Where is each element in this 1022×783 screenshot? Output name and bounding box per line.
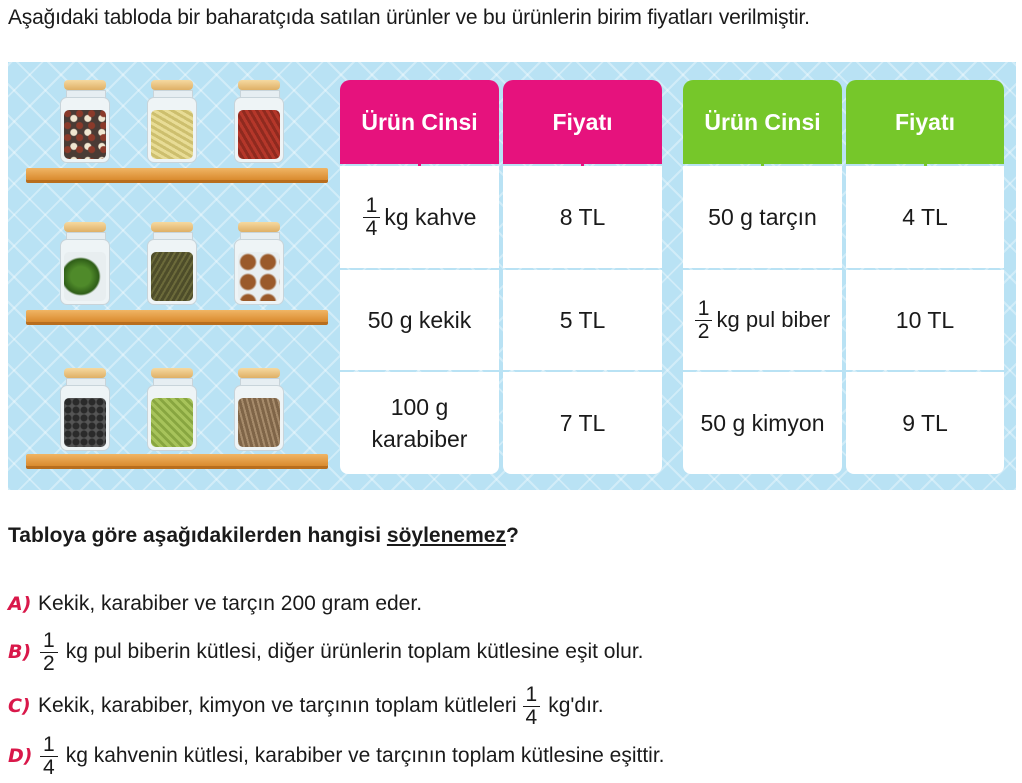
table2-header-price — [846, 80, 1004, 164]
fraction — [40, 734, 58, 779]
spice-jar-bay-leaf — [60, 222, 110, 304]
table1-row3-price: 7 TL — [503, 372, 662, 474]
shelf-middle — [26, 310, 328, 322]
spice-jar-cumin — [234, 368, 284, 450]
spice-jar-peppercorn-mix — [60, 80, 110, 162]
spice-jar-nutmeg — [234, 222, 284, 304]
table1-row1-price: 8 TL — [503, 166, 662, 268]
option-letter: D) — [8, 745, 33, 767]
fraction-denominator: 2 — [43, 651, 55, 675]
product-name: kg pul biber — [716, 307, 831, 332]
fraction-denominator: 4 — [525, 705, 538, 729]
fraction-numerator: 1 — [695, 298, 713, 321]
fraction-numerator: 1 — [40, 630, 58, 653]
table1-header-price — [503, 80, 662, 164]
spice-jar-green-herb — [147, 368, 197, 450]
option-letter: A) — [8, 593, 32, 615]
fraction — [363, 195, 381, 240]
table2-row3-product: 50 g kimyon — [683, 372, 842, 474]
option-text-after: kg'dır. — [548, 694, 604, 717]
option-text: kg pul biberin kütlesi, diğer ürünlerin toplam kütlesine eşit olur. — [65, 640, 644, 663]
table2-row3-price: 9 TL — [846, 372, 1004, 474]
question-text — [8, 524, 519, 548]
fraction-numerator: 1 — [363, 195, 381, 218]
option-letter: B) — [8, 641, 32, 663]
fraction-denominator: 2 — [697, 319, 710, 343]
shelf-bottom — [26, 454, 328, 466]
table1-header-price-label: Fiyatı — [552, 109, 613, 135]
fraction — [523, 684, 541, 729]
option-text: kg kahvenin kütlesi, karabiber ve tarçının toplam kütlesine eşittir. — [65, 744, 665, 767]
fraction-numerator: 1 — [523, 684, 541, 707]
question-prefix: Tabloya göre aşağıdakilerden hangisi — [8, 524, 387, 547]
fraction — [40, 630, 58, 675]
question-emphasis: söylenemez — [386, 524, 506, 547]
table2-row2-price: 10 TL — [846, 270, 1004, 370]
table2-row1-product: 50 g tarçın — [683, 166, 842, 268]
table2-row2-product — [683, 270, 842, 370]
table2-header-product — [683, 80, 842, 164]
fraction-denominator: 4 — [365, 216, 378, 240]
shelf-top — [26, 168, 328, 180]
table1-header-product — [340, 80, 499, 164]
question-suffix: ? — [505, 524, 519, 547]
spice-jar-black-pepper — [60, 368, 110, 450]
spice-jar-thyme — [147, 222, 197, 304]
table2-header-price-label: Fiyatı — [894, 109, 956, 135]
product-name: 100 g karabiber — [371, 394, 468, 452]
option-letter: C) — [8, 695, 31, 717]
table2-row1-price: 4 TL — [846, 166, 1004, 268]
option-a[interactable] — [8, 590, 422, 618]
option-text: Kekik, karabiber ve tarçın 200 gram eder. — [38, 592, 423, 615]
table1-header-product-label: Ürün Cinsi — [361, 109, 478, 135]
option-text: Kekik, karabiber, kimyon ve tarçının toplam kütleleri — [38, 694, 517, 717]
option-b[interactable] — [8, 628, 644, 676]
fraction — [695, 298, 713, 343]
table1-row3-product — [340, 372, 499, 474]
table1-row1-product — [340, 166, 499, 268]
fraction-denominator: 4 — [43, 755, 55, 779]
option-c[interactable] — [8, 682, 604, 730]
spice-jar-fennel — [147, 80, 197, 162]
table2-header-product-label: Ürün Cinsi — [704, 109, 821, 135]
table1-row2-price: 5 TL — [503, 270, 662, 370]
intro-text: Aşağıdaki tabloda bir baharatçıda satılan ürünler ve bu ürünlerin birim fiyatları verilmiştir. — [8, 6, 810, 29]
product-name: kg kahve — [384, 204, 477, 230]
option-d[interactable] — [8, 732, 665, 780]
fraction-numerator: 1 — [40, 734, 58, 757]
spice-jar-paprika — [234, 80, 284, 162]
table1-row2-product: 50 g kekik — [340, 270, 499, 370]
